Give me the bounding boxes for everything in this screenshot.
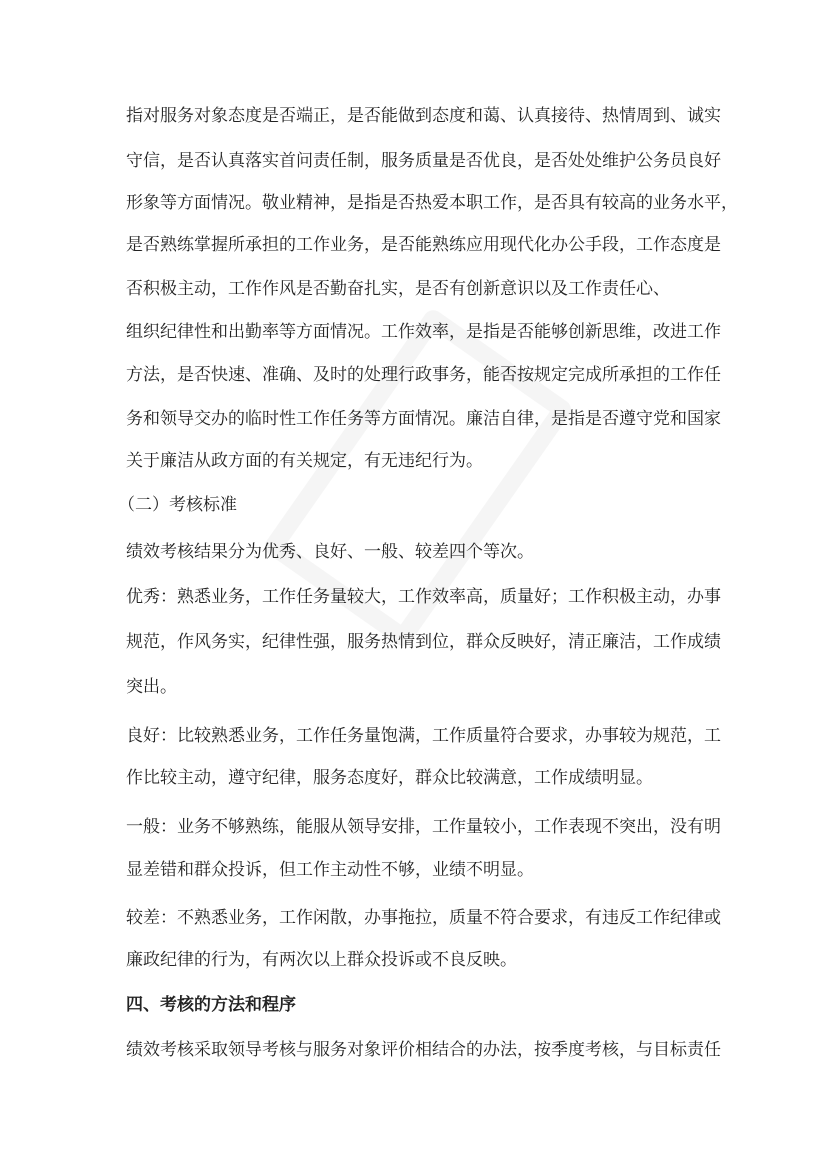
text-line: 务和领导交办的临时性工作任务等方面情况。廉洁自律，是指是否遵守党和国家 (126, 409, 721, 428)
text-line: 显差错和群众投诉，但工作主动性不够，业绩不明显。 (126, 860, 534, 879)
text-line: 廉政纪律的行为，有两次以上群众投诉或不良反映。 (126, 950, 517, 969)
text-line: 突出。 (126, 677, 177, 696)
text-line: 绩效考核采取领导考核与服务对象评价相结合的办法，按季度考核，与目标责任 (126, 1040, 721, 1059)
text-line: 绩效考核结果分为优秀、良好、一般、较差四个等次。 (126, 542, 534, 561)
text-line: 较差：不熟悉业务，工作闲散，办事拖拉，质量不符合要求，有违反工作纪律或 (126, 908, 721, 927)
text-line: 一般：业务不够熟练，能服从领导安排，工作量较小，工作表现不突出，没有明 (126, 817, 721, 836)
section-heading: 四、考核的方法和程序 (126, 995, 296, 1014)
text-line: 规范，作风务实，纪律性强，服务热情到位，群众反映好，清正廉洁，工作成绩 (126, 632, 721, 651)
text-line: 关于廉洁从政方面的有关规定，有无违纪行为。 (126, 451, 483, 470)
subsection-heading: （二）考核标准 (118, 495, 237, 514)
text-line: 形象等方面情况。敬业精神，是指是否热爱本职工作，是否具有较高的业务水平， (126, 193, 738, 212)
text-line: 良好：比较熟悉业务，工作任务量饱满，工作质量符合要求，办事较为规范，工 (126, 726, 721, 745)
text-line: 指对服务对象态度是否端正，是否能做到态度和蔼、认真接待、热情周到、诚实 (126, 106, 721, 125)
text-line: 是否熟练掌握所承担的工作业务，是否能熟练应用现代化办公手段，工作态度是 (126, 235, 721, 254)
text-line: 组织纪律性和出勤率等方面情况。工作效率，是指是否能够创新思维，改进工作 (126, 322, 721, 341)
text-line: 方法，是否快速、准确、及时的处理行政事务，能否按规定完成所承担的工作任 (126, 365, 721, 384)
text-line: 否积极主动，工作作风是否勤奋扎实，是否有创新意识以及工作责任心、 (126, 279, 670, 298)
text-line: 优秀：熟悉业务，工作任务量较大，工作效率高，质量好；工作积极主动，办事 (126, 587, 721, 606)
text-line: 守信，是否认真落实首问责任制，服务质量是否优良，是否处处维护公务员良好 (126, 151, 721, 170)
text-line: 作比较主动，遵守纪律，服务态度好，群众比较满意，工作成绩明显。 (126, 768, 653, 787)
